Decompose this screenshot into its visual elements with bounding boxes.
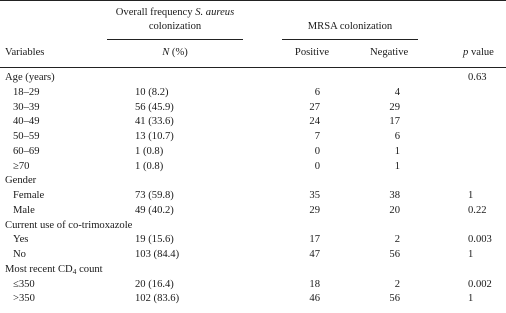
table-row (0, 190, 506, 204)
positive-cell: 46 (309, 293, 320, 305)
header-bottom-rule (0, 67, 506, 68)
negative-cell: 29 (389, 101, 400, 113)
positive-cell: 17 (309, 234, 320, 246)
table-row (0, 131, 506, 145)
row-label: 30–39 (13, 101, 40, 113)
negative-cell: 1 (394, 145, 400, 157)
p-value-cell: 1 (468, 249, 474, 260)
negative-cell: 6 (394, 131, 400, 142)
positive-cell: 0 (314, 145, 320, 157)
row-label: Male (13, 204, 35, 216)
row-label: Female (13, 190, 45, 201)
n-percent-cell: 1 (0.8) (135, 160, 164, 172)
table-row (0, 72, 506, 86)
negative-header: Negative (370, 47, 409, 58)
n-percent-cell: 56 (45.9) (135, 101, 174, 113)
p-value-cell: 0.63 (468, 72, 487, 83)
p-value-cell: 1 (468, 190, 474, 201)
positive-cell: 47 (309, 249, 320, 260)
negative-cell: 2 (394, 278, 400, 290)
negative-cell: 4 (394, 86, 400, 98)
row-label: Gender (5, 175, 37, 187)
n-percent-cell: 20 (16.4) (135, 278, 174, 290)
table-row (0, 249, 506, 263)
n-percent-cell: 102 (83.6) (135, 293, 180, 305)
table-row (0, 175, 506, 189)
row-label: 18–29 (13, 86, 40, 98)
overall-header-line2: colonization (148, 21, 202, 32)
p-value-cell: 0.22 (468, 204, 487, 216)
row-label: Current use of co-trimoxazole (5, 219, 133, 231)
row-label: 50–59 (13, 131, 40, 142)
table-row (0, 116, 506, 130)
table-row (0, 161, 506, 175)
row-label: ≤350 (13, 278, 35, 290)
row-label: Most recent $CD_4$ count (5, 263, 103, 276)
positive-cell: 35 (309, 190, 320, 201)
overall-underline (107, 39, 243, 40)
positive-cell: 18 (309, 278, 320, 290)
table-row (0, 146, 506, 160)
positive-cell: 27 (309, 101, 320, 113)
table-row (0, 293, 506, 307)
negative-cell: 38 (389, 190, 400, 201)
row-label: Age (years) (5, 72, 55, 83)
positive-cell: 7 (314, 131, 320, 142)
mrsa-underline (282, 39, 418, 40)
negative-cell: 17 (389, 116, 400, 128)
negative-cell: 56 (389, 249, 400, 260)
n-percent-cell: 73 (59.8) (135, 190, 174, 201)
negative-cell: 56 (389, 293, 400, 305)
mrsa-header: MRSA colonization (307, 21, 393, 32)
row-label: Yes (13, 234, 29, 246)
n-percent-cell: 19 (15.6) (135, 234, 174, 246)
table-row (0, 279, 506, 293)
negative-cell: 20 (389, 204, 400, 216)
variables-header: Variables (5, 47, 45, 58)
table-row (0, 264, 506, 278)
table-row (0, 87, 506, 101)
positive-cell: 0 (314, 160, 320, 172)
p-value-cell: 1 (468, 293, 474, 305)
row-label: ≥70 (13, 160, 30, 172)
n-percent-header: N (%) (162, 47, 188, 58)
table-row (0, 220, 506, 234)
row-label: No (13, 249, 26, 260)
n-percent-cell: 10 (8.2) (135, 86, 169, 98)
row-label: >350 (13, 293, 35, 305)
row-label: 60–69 (13, 145, 40, 157)
overall-header-line1: Overall frequency S. aureus (115, 7, 235, 18)
n-percent-cell: 13 (10.7) (135, 131, 174, 142)
n-percent-cell: 1 (0.8) (135, 145, 164, 157)
n-percent-cell: 103 (84.4) (135, 249, 180, 260)
n-percent-cell: 41 (33.6) (135, 116, 174, 128)
negative-cell: 1 (394, 160, 400, 172)
row-label: 40–49 (13, 116, 40, 128)
negative-cell: 2 (394, 234, 400, 246)
p-value-cell: 0.002 (468, 278, 492, 290)
table-row (0, 102, 506, 116)
p-value-header: p value (463, 47, 494, 58)
positive-cell: 6 (314, 86, 320, 98)
positive-cell: 24 (309, 116, 320, 128)
positive-header: Positive (294, 47, 330, 58)
positive-cell: 29 (309, 204, 320, 216)
top-rule (0, 0, 506, 1)
n-percent-cell: 49 (40.2) (135, 204, 174, 216)
table-row (0, 234, 506, 248)
p-value-cell: 0.003 (468, 234, 492, 246)
table-row (0, 205, 506, 219)
